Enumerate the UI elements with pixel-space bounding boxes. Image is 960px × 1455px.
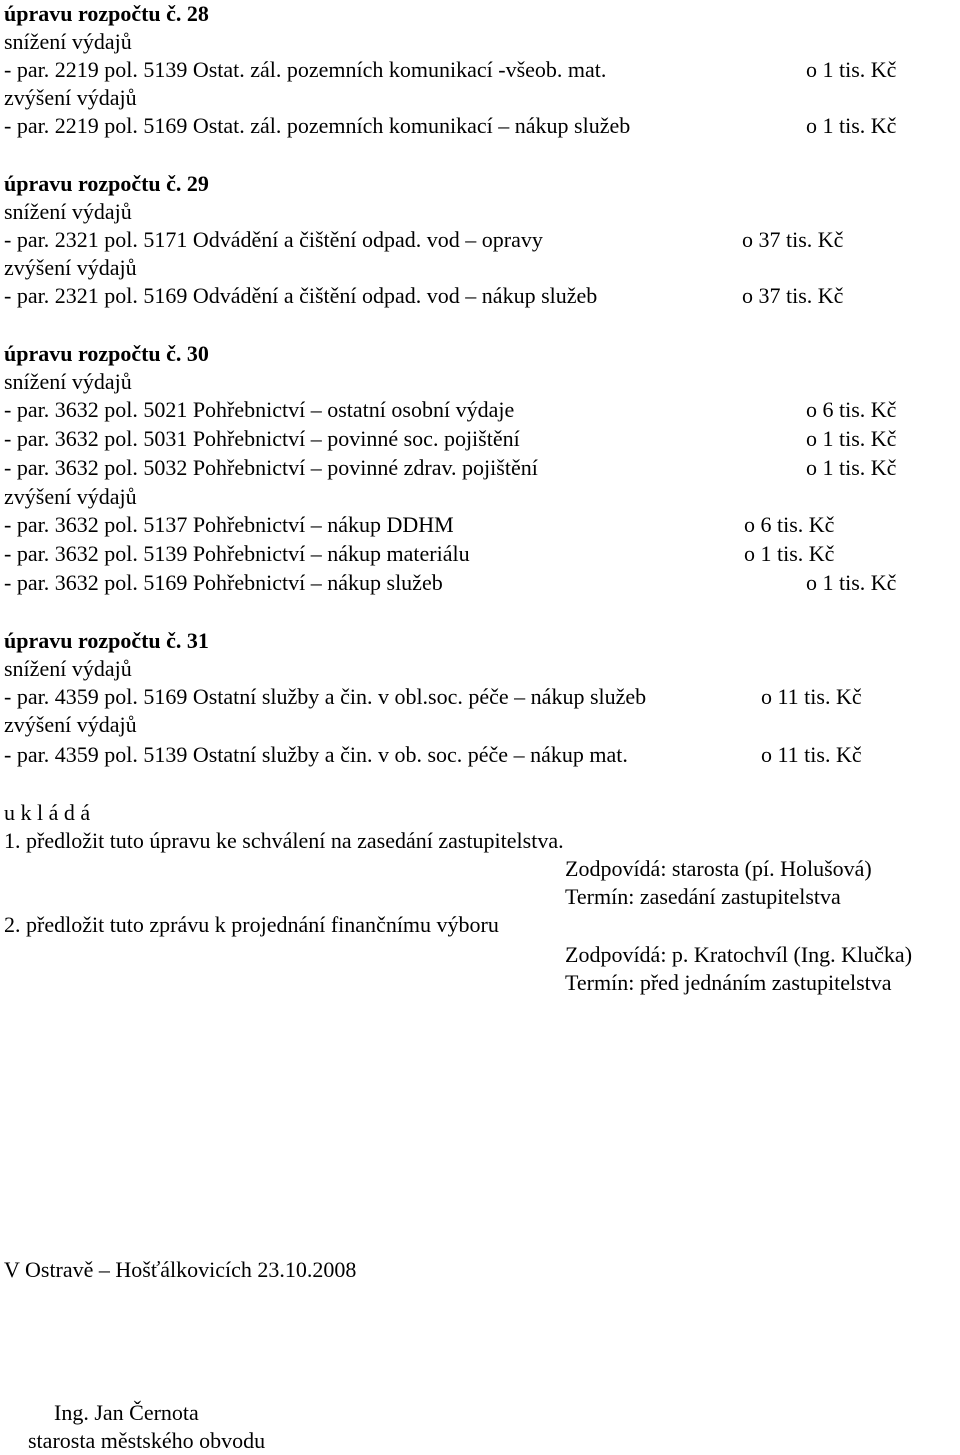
signatory-name: Ing. Jan Černota [54,1400,199,1425]
increase-label: zvýšení výdajů [4,484,137,509]
tasks-header: u k l á d á [4,800,91,825]
budget-line: - par. 3632 pol. 5031 Pohřebnictví – povinné soc. pojištění [4,426,520,451]
increase-label: zvýšení výdajů [4,712,137,737]
task-responsible: Zodpovídá: p. Kratochvíl (Ing. Klučka) [565,942,913,967]
amount: o 1 tis. Kč [806,455,897,480]
amount: o 11 tis. Kč [761,684,862,709]
budget-line: - par. 3632 pol. 5032 Pohřebnictví – povinné zdrav. pojištění [4,455,538,480]
budget-line: - par. 3632 pol. 5021 Pohřebnictví – ostatní osobní výdaje [4,397,515,422]
section-heading: úpravu rozpočtu č. 28 [4,1,209,26]
amount: o 1 tis. Kč [806,426,897,451]
budget-line: - par. 2219 pol. 5169 Ostat. zál. pozemních komunikací – nákup služeb [4,113,631,138]
budget-line: - par. 3632 pol. 5137 Pohřebnictví – nákup DDHM [4,512,454,537]
task-deadline: Termín: zasedání zastupitelstva [565,884,841,909]
decrease-label: snížení výdajů [4,369,132,394]
amount: o 11 tis. Kč [761,742,862,767]
amount: o 1 tis. Kč [806,570,897,595]
section-heading: úpravu rozpočtu č. 30 [4,341,209,366]
amount: o 6 tis. Kč [806,397,897,422]
task-deadline: Termín: před jednáním zastupitelstva [565,970,892,995]
amount: o 37 tis. Kč [742,227,844,252]
task-item: 1. předložit tuto úpravu ke schválení na zasedání zastupitelstva. [4,828,564,853]
budget-line: - par. 4359 pol. 5139 Ostatní služby a čin. v ob. soc. péče – nákup mat. [4,742,628,767]
amount: o 1 tis. Kč [806,57,897,82]
budget-line: - par. 4359 pol. 5169 Ostatní služby a čin. v obl.soc. péče – nákup služeb [4,684,647,709]
section-heading: úpravu rozpočtu č. 31 [4,628,209,653]
budget-line: - par. 2219 pol. 5139 Ostat. zál. pozemních komunikací -všeob. mat. [4,57,607,82]
amount: o 1 tis. Kč [806,113,897,138]
budget-line: - par. 2321 pol. 5171 Odvádění a čištění odpad. vod – opravy [4,227,543,252]
section-heading: úpravu rozpočtu č. 29 [4,171,209,196]
task-responsible: Zodpovídá: starosta (pí. Holušová) [565,856,872,881]
increase-label: zvýšení výdajů [4,85,137,110]
decrease-label: snížení výdajů [4,656,132,681]
budget-line: - par. 3632 pol. 5169 Pohřebnictví – nákup služeb [4,570,443,595]
decrease-label: snížení výdajů [4,29,132,54]
increase-label: zvýšení výdajů [4,255,137,280]
budget-line: - par. 2321 pol. 5169 Odvádění a čištění odpad. vod – nákup služeb [4,283,598,308]
amount: o 6 tis. Kč [744,512,835,537]
signatory-role: starosta městského obvodu [28,1428,266,1453]
budget-line: - par. 3632 pol. 5139 Pohřebnictví – nákup materiálu [4,541,470,566]
task-item: 2. předložit tuto zprávu k projednání finančnímu výboru [4,912,499,937]
amount: o 1 tis. Kč [744,541,835,566]
amount: o 37 tis. Kč [742,283,844,308]
decrease-label: snížení výdajů [4,199,132,224]
place-date: V Ostravě – Hošťálkovicích 23.10.2008 [4,1257,357,1282]
